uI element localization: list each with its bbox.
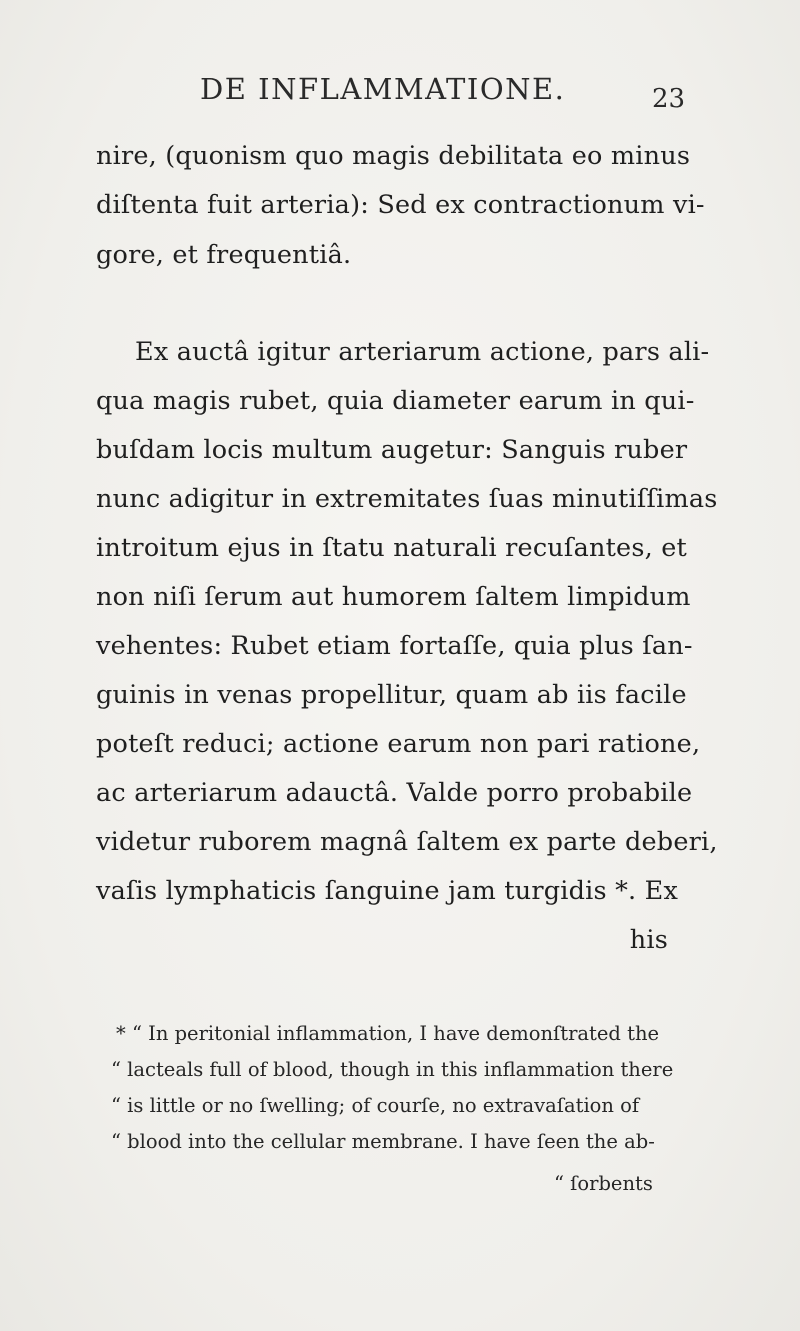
footnote-line: “ is little or no ſwelling; of courſe, no extravaſation of	[111, 1094, 640, 1117]
catchword: his	[629, 925, 668, 955]
text-line: nire, (quonism quo magis debilitata eo minus	[96, 141, 691, 171]
text-line: guinis in venas propellitur, quam ab iis facile	[96, 680, 687, 710]
footnote-catchword: “ ſorbents	[554, 1172, 653, 1195]
paragraph-start-line: Ex auctâ igitur arteriarum actione, pars ali-	[135, 337, 710, 367]
text-line: nunc adigitur in extremitates ſuas minutiſſimas	[96, 484, 718, 514]
text-line: diſtenta fuit arteria): Sed ex contractionum vi-	[96, 190, 705, 220]
text-line: qua magis rubet, quia diameter earum in qui-	[96, 386, 695, 416]
footnote-line: “ lacteals full of blood, though in this inflammation there	[111, 1058, 674, 1081]
running-title: DE INFLAMMATIONE.	[200, 72, 566, 106]
text-line: gore, et frequentiâ.	[96, 240, 352, 270]
text-line: vaſis lymphaticis ſanguine jam turgidis *. Ex	[96, 876, 679, 906]
text-line: videtur ruborem magnâ ſaltem ex parte deberi,	[96, 827, 718, 857]
footnote-line: * “ In peritonial inflammation, I have demonſtrated the	[116, 1022, 660, 1045]
footnote-line: “ blood into the cellular membrane. I have ſeen the ab-	[111, 1130, 655, 1153]
text-line: ac arteriarum adauctâ. Valde porro probabile	[96, 778, 693, 808]
text-line: vehentes: Rubet etiam fortaſſe, quia plus ſan-	[96, 631, 693, 661]
text-line: introitum ejus in ſtatu naturali recuſantes, et	[96, 533, 687, 563]
text-line: poteſt reduci; actione earum non pari ratione,	[96, 729, 701, 759]
text-line: buſdam locis multum augetur: Sanguis ruber	[96, 435, 688, 465]
text-line: non niſi ſerum aut humorem ſaltem limpidum	[96, 582, 691, 612]
page-number: 23	[652, 84, 686, 114]
